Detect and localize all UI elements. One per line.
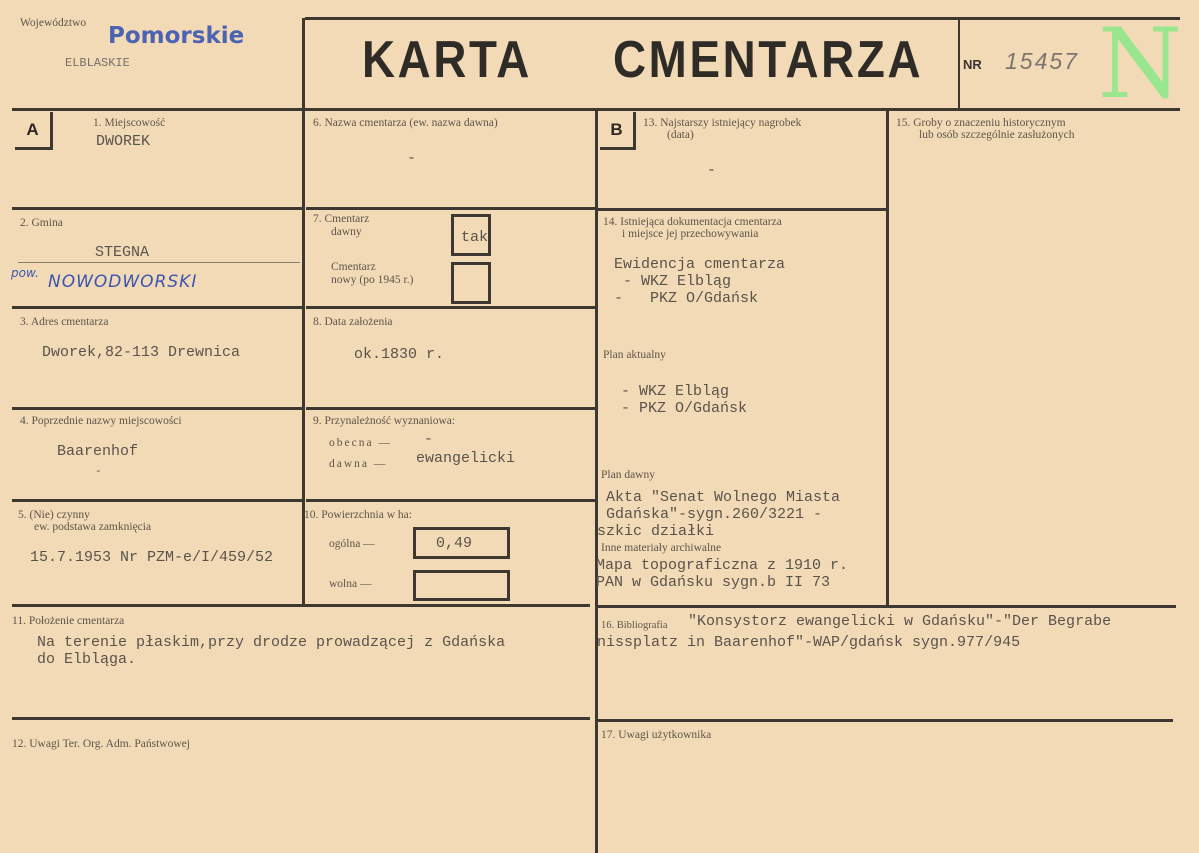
f3-label: 3. Adres cmentarza bbox=[20, 316, 109, 328]
f5-label-2: ew. podstawa zamknięcia bbox=[34, 521, 152, 533]
plan-old-label: Plan dawny bbox=[601, 469, 655, 481]
f9-former-value: ewangelicki bbox=[416, 450, 516, 467]
rule bbox=[598, 208, 886, 211]
f16-value-2: nissplatz in Baarenhof"-WAP/gdańsk sygn.977/945 bbox=[597, 634, 1021, 651]
voivodeship-typed: ELBLASKIE bbox=[65, 56, 130, 70]
rule bbox=[306, 207, 595, 210]
f10-label: 10. Powierzchnia w ha: bbox=[304, 509, 412, 521]
f12-label: 12. Uwagi Ter. Org. Adm. Państwowej bbox=[12, 738, 190, 750]
f11-label: 11. Położenie cmentarza bbox=[12, 615, 125, 627]
f14-value: Ewidencja cmentarza - WKZ Elbląg - PKZ O/Gdańsk bbox=[614, 256, 786, 307]
f13-value: - bbox=[707, 162, 717, 179]
f4-value: Baarenhof bbox=[57, 443, 139, 460]
f7-label-old-2: dawny bbox=[331, 226, 362, 238]
rule bbox=[12, 407, 302, 410]
f15-label: 15. Groby o znaczeniu historycznym bbox=[896, 117, 1066, 129]
nr-label: NR bbox=[963, 57, 982, 72]
f3-value: Dworek,82-113 Drewnica bbox=[42, 344, 241, 361]
f2-label: 2. Gmina bbox=[20, 217, 63, 229]
f5-value: 15.7.1953 Nr PZM-e/I/459/52 bbox=[30, 549, 274, 566]
f10-free-label: wolna — bbox=[329, 578, 372, 590]
section-a-badge: A bbox=[15, 112, 53, 150]
voivodeship-stamp: Pomorskie bbox=[108, 23, 245, 49]
rule bbox=[306, 306, 595, 309]
f14-label-2: i miejsce jej przechowywania bbox=[622, 228, 759, 240]
f4-mark: - bbox=[95, 466, 102, 478]
f10-total-label: ogólna — bbox=[329, 538, 375, 550]
f13-label: 13. Najstarszy istniejący nagrobek bbox=[643, 117, 802, 129]
f16-value-1: "Konsystorz ewangelicki w Gdańsku"-"Der Begrabe bbox=[688, 613, 1112, 630]
f11-value: Na terenie płaskim,przy drodze prowadzącej z Gdańska do Elbląga. bbox=[37, 634, 506, 668]
f7-old-value: tak bbox=[461, 229, 489, 246]
rule bbox=[12, 717, 590, 720]
rule bbox=[18, 262, 300, 263]
section-b-badge: B bbox=[600, 112, 636, 150]
f8-label: 8. Data założenia bbox=[313, 316, 393, 328]
plan-current-label: Plan aktualny bbox=[603, 349, 666, 361]
f4-label: 4. Poprzednie nazwy miejscowości bbox=[20, 415, 182, 427]
f7-label-old: 7. Cmentarz bbox=[313, 213, 370, 225]
f10-total-value: 0,49 bbox=[436, 535, 473, 552]
rule bbox=[12, 306, 302, 309]
f7-label-new: Cmentarz bbox=[331, 261, 376, 273]
plan-current-value: - WKZ Elbląg - PKZ O/Gdańsk bbox=[621, 383, 748, 417]
section-divider bbox=[595, 108, 598, 853]
rule bbox=[12, 207, 302, 210]
f9-current-label: obecna — bbox=[329, 437, 392, 449]
f9-current-value: - bbox=[424, 431, 434, 448]
f6-label: 6. Nazwa cmentarza (ew. nazwa dawna) bbox=[313, 117, 498, 129]
f5-label: 5. (Nie) czynny bbox=[18, 509, 90, 521]
f13-label-2: (data) bbox=[667, 129, 694, 141]
rule bbox=[306, 407, 595, 410]
top-rule bbox=[305, 17, 1180, 20]
f2-value: STEGNA bbox=[95, 244, 150, 261]
f10-free-field[interactable] bbox=[413, 570, 510, 601]
other-materials-value: Mapa topograficzna z 1910 r. PAN w Gdańsku sygn.b II 73 bbox=[596, 557, 849, 591]
f1-label: 1. Miejscowość bbox=[93, 117, 166, 129]
title-cmentarza: CMENTARZA bbox=[613, 31, 924, 89]
other-materials-label: Inne materiały archiwalne bbox=[601, 542, 722, 554]
rule bbox=[12, 499, 302, 502]
f7-label-new-2: nowy (po 1945 r.) bbox=[331, 274, 414, 286]
f7-old-checkbox[interactable] bbox=[451, 214, 491, 256]
f6-value: - bbox=[407, 150, 417, 167]
f9-former-label: dawna — bbox=[329, 458, 388, 470]
f16-label: 16. Bibliografia bbox=[601, 620, 668, 631]
title-karta: KARTA bbox=[362, 31, 532, 89]
f14-label: 14. Istniejąca dokumentacja cmentarza bbox=[603, 216, 782, 228]
f7-new-checkbox[interactable] bbox=[451, 262, 491, 304]
f1-value: DWOREK bbox=[96, 133, 151, 150]
f2-pow-prefix: pow. bbox=[11, 266, 39, 280]
plan-old-value: Akta "Senat Wolnego Miasta Gdańska"-sygn.260/3221 - szkic działki bbox=[597, 489, 841, 540]
f2-pow-value: NOWODWORSKI bbox=[48, 272, 198, 292]
f8-value: ok.1830 r. bbox=[354, 346, 445, 363]
rule bbox=[12, 604, 590, 607]
f9-label: 9. Przynależność wyznaniowa: bbox=[313, 415, 456, 427]
column-divider-b bbox=[886, 110, 889, 606]
rule bbox=[598, 719, 1173, 722]
nr-value: 15457 bbox=[1005, 48, 1079, 74]
rule bbox=[306, 499, 595, 502]
rule bbox=[598, 605, 1176, 608]
f15-label-2: lub osób szczególnie zasłużonych bbox=[919, 129, 1075, 141]
nr-divider bbox=[958, 20, 960, 108]
voivodeship-label: Województwo bbox=[20, 17, 87, 29]
f10-total-field[interactable] bbox=[413, 527, 510, 559]
f17-label: 17. Uwagi użytkownika bbox=[601, 729, 712, 741]
green-mark: N bbox=[1098, 8, 1182, 120]
